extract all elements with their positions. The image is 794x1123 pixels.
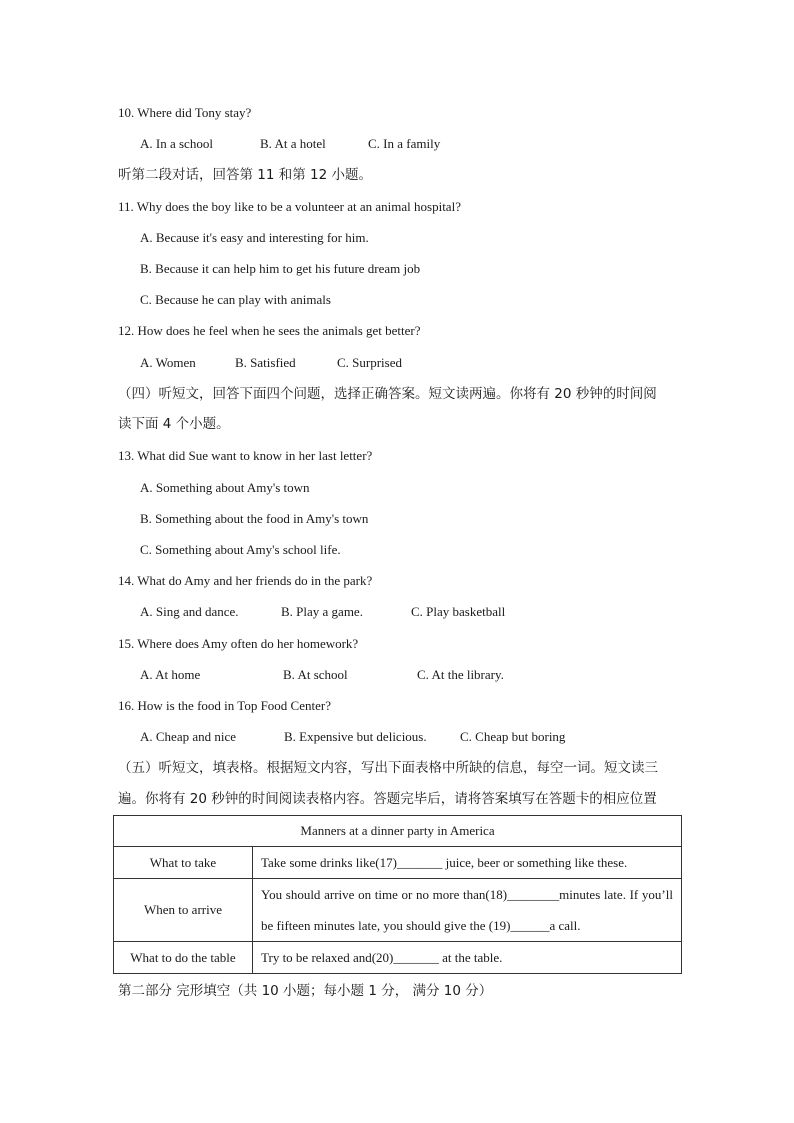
option-a: A. Women xyxy=(140,355,196,370)
question-15-options xyxy=(140,667,504,683)
option-b: B. At school xyxy=(283,667,348,682)
question-11-option-a: A. Because it's easy and interesting for him. xyxy=(140,230,369,245)
table-row xyxy=(114,879,682,942)
section-2-instruction: 听第二段对话，回答第 11 和第 12 小题。 xyxy=(118,167,373,183)
option-a: A. Sing and dance. xyxy=(140,604,239,619)
option-c: C. Surprised xyxy=(337,355,402,370)
question-13-option-b: B. Something about the food in Amy's town xyxy=(140,511,369,526)
option-a: A. At home xyxy=(140,667,201,682)
question-11: 11. Why does the boy like to be a volunteer at an animal hospital? xyxy=(118,199,461,214)
table-row-label: What to do the table xyxy=(114,942,253,974)
option-c: C. In a family xyxy=(368,136,441,151)
question-10: 10. Where did Tony stay? xyxy=(118,105,252,120)
option-b: B. Expensive but delicious. xyxy=(284,729,427,744)
table-row-label: What to take xyxy=(114,847,253,879)
option-a: A. Cheap and nice xyxy=(140,729,237,744)
question-16-options xyxy=(140,729,565,745)
question-12: 12. How does he feel when he sees the animals get better? xyxy=(118,323,421,338)
part-2-heading: 第二部分 完形填空（共 10 小题；每小题 1 分， 满分 10 分） xyxy=(118,983,493,999)
table-row-content: Try to be relaxed and(20)_______ at the table. xyxy=(253,942,682,974)
question-11-option-b: B. Because it can help him to get his future dream job xyxy=(140,261,421,276)
option-b: B. Play a game. xyxy=(281,604,363,619)
section-5-instruction-line2: 遍。你将有 20 秒钟的时间阅读表格内容。答题完毕后，请将答案填写在答题卡的相应位置 xyxy=(118,791,657,807)
table-row-content: You should arrive on time or no more than(18)________minutes late. If you’ll be fifteen minutes late, you should give the (19)______a call. xyxy=(253,879,682,942)
manners-table xyxy=(113,815,682,974)
table-row-label: When to arrive xyxy=(114,879,253,942)
section-5-instruction-line1: （五）听短文，填表格。根据短文内容，写出下面表格中所缺的信息，每空一词。短文读三 xyxy=(118,760,658,776)
question-14-options xyxy=(140,604,505,620)
question-13-option-c: C. Something about Amy's school life. xyxy=(140,542,341,557)
question-13: 13. What did Sue want to know in her last letter? xyxy=(118,448,373,463)
question-14: 14. What do Amy and her friends do in the park? xyxy=(118,573,373,588)
question-16: 16. How is the food in Top Food Center? xyxy=(118,698,331,713)
table-title: Manners at a dinner party in America xyxy=(114,816,682,847)
table-row xyxy=(114,847,682,879)
option-c: C. At the library. xyxy=(417,667,504,682)
question-11-option-c: C. Because he can play with animals xyxy=(140,292,331,307)
section-4-instruction-line2: 读下面 4 个小题。 xyxy=(118,416,230,432)
option-b: B. Satisfied xyxy=(235,355,296,370)
question-10-options xyxy=(140,136,440,152)
question-12-options xyxy=(140,355,402,371)
section-4-instruction-line1: （四）听短文，回答下面四个问题，选择正确答案。短文读两遍。你将有 20 秒钟的时间阅 xyxy=(118,386,657,402)
table-row xyxy=(114,942,682,974)
option-c: C. Cheap but boring xyxy=(460,729,566,744)
table-row-content: Take some drinks like(17)_______ juice, beer or something like these. xyxy=(253,847,682,879)
question-13-option-a: A. Something about Amy's town xyxy=(140,480,310,495)
option-b: B. At a hotel xyxy=(260,136,326,151)
option-c: C. Play basketball xyxy=(411,604,506,619)
option-a: A. In a school xyxy=(140,136,213,151)
question-15: 15. Where does Amy often do her homework? xyxy=(118,636,359,651)
